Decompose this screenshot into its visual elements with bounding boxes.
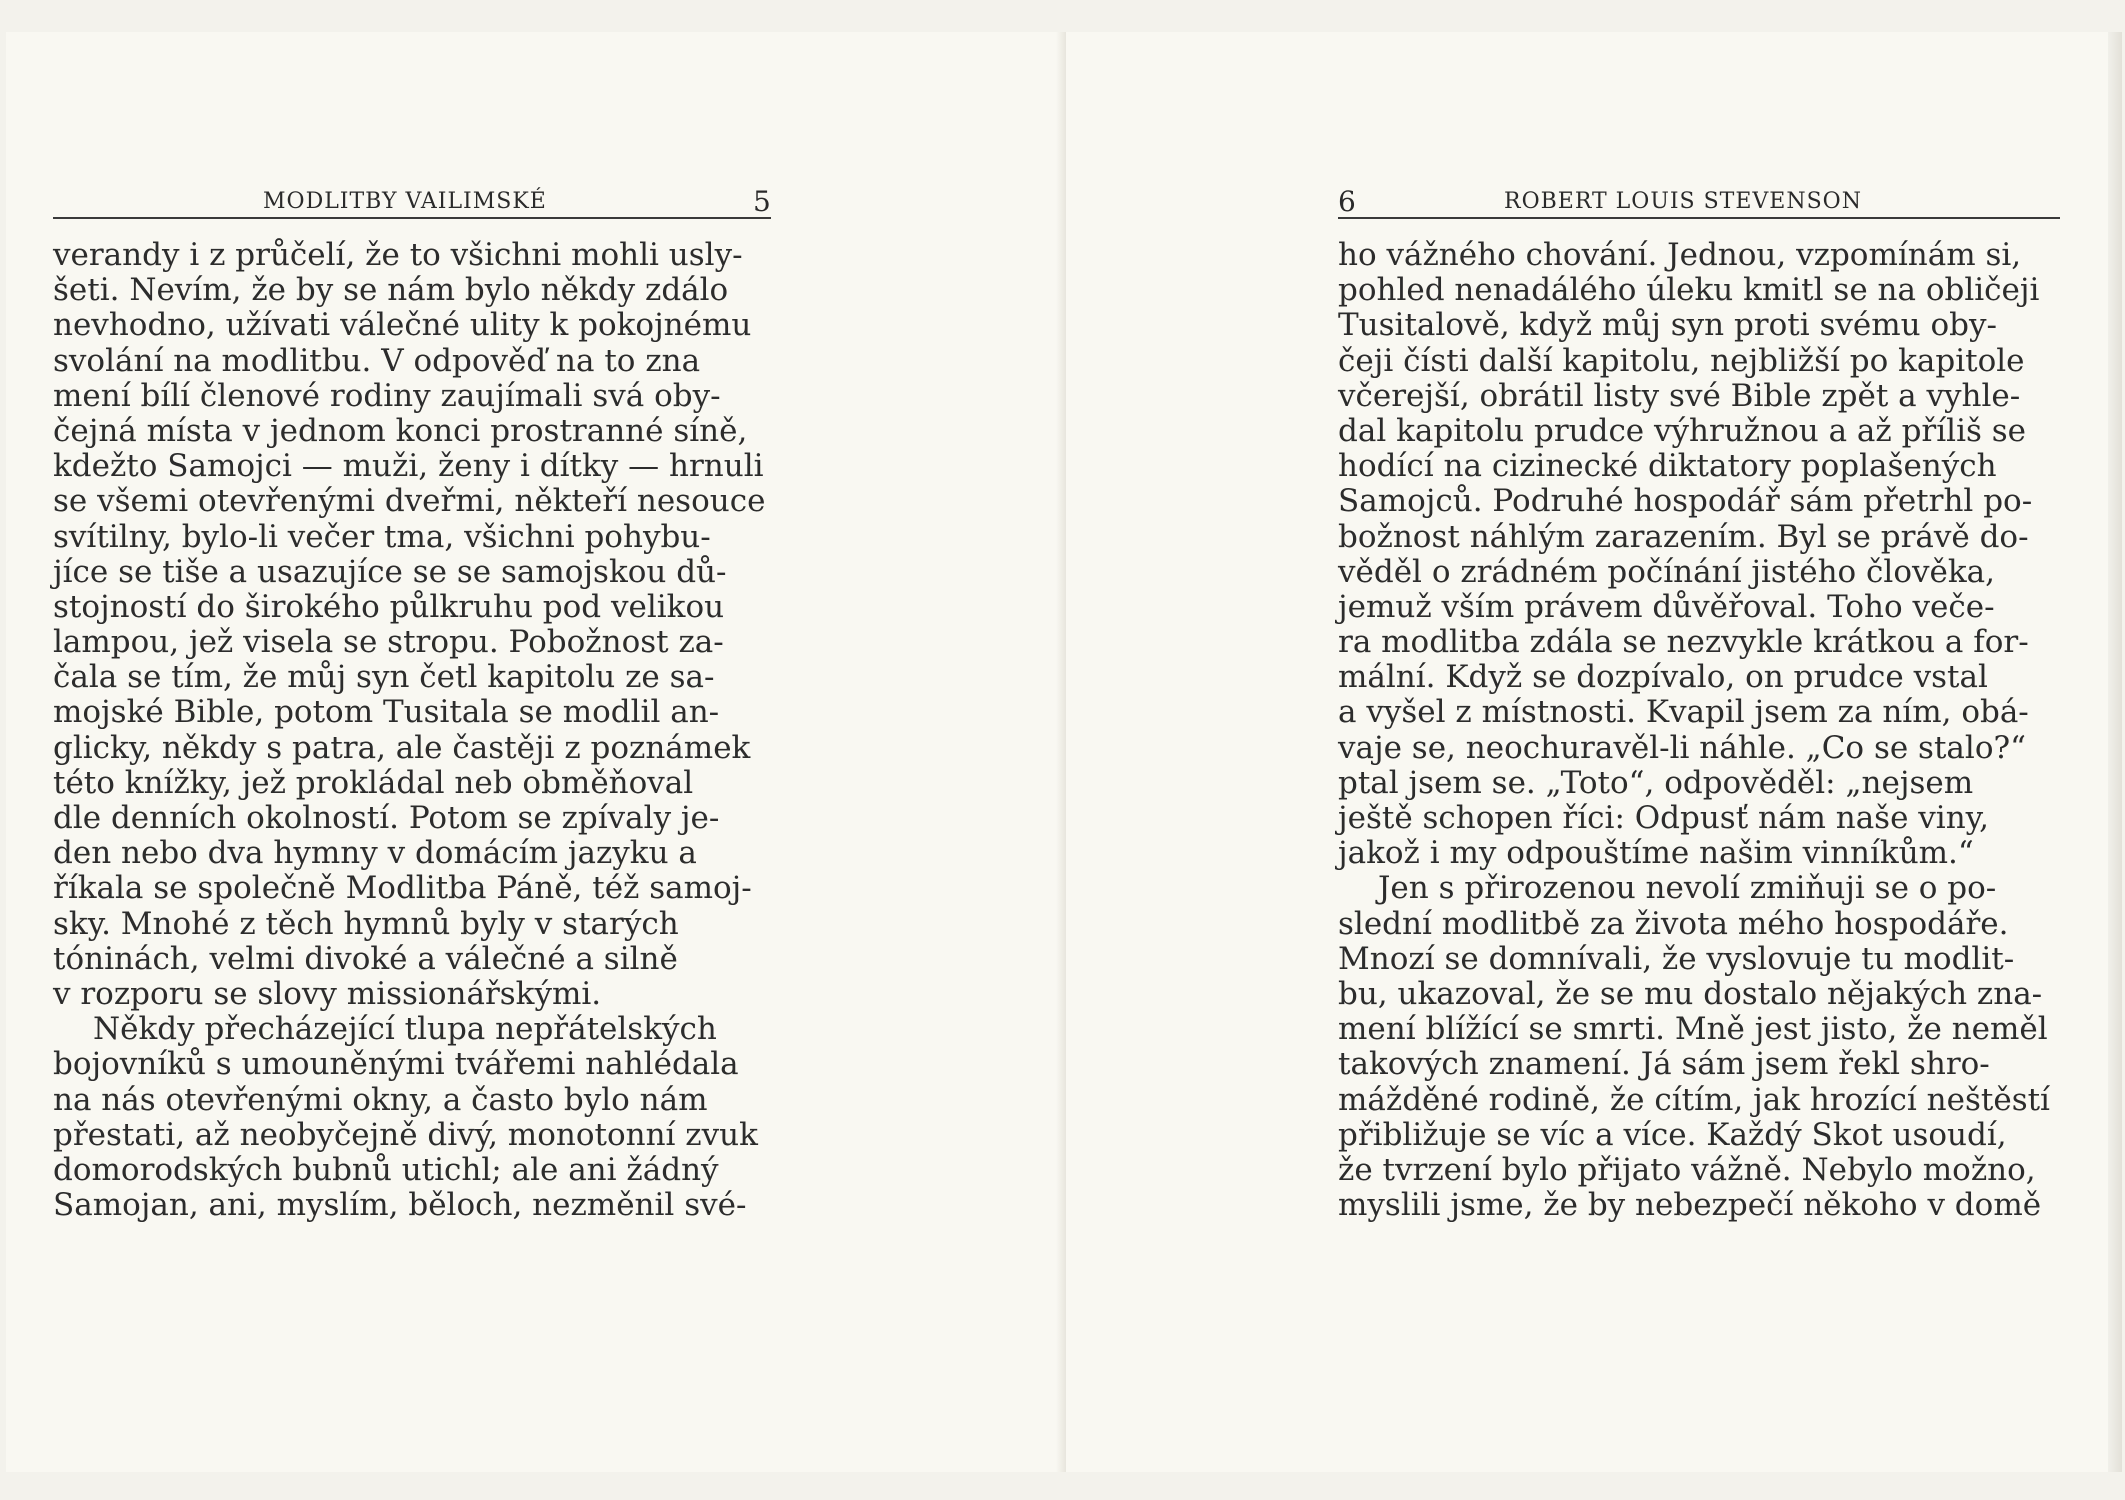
text-line: mální. Když se dozpívalo, on prudce vstal [1338,659,1988,696]
page-edge [2108,32,2122,1472]
text-line: jíce se tiše a usazujíce se se samojskou dů- [53,553,727,590]
text-line: bu, ukazoval, že se mu dostalo nějakých zna- [1338,975,2043,1012]
text-line: kdežto Samojci — muži, ženy i dítky — hrnuli [53,448,764,485]
left-page-number: 5 [753,185,772,218]
right-page-header [1338,187,2060,219]
text-line: čeji čísti další kapitolu, nejbližší po kapitole [1338,342,2025,379]
right-page-text [1338,238,2068,1223]
text-line: čala se tím, že můj syn četl kapitolu ze sa- [53,659,715,696]
text-line: přibližuje se víc a více. Každý Skot usoudí, [1338,1116,2007,1153]
text-line: šeti. Nevím, že by se nám bylo někdy zdálo [53,272,729,309]
text-line: ra modlitba zdála se nezvykle krátkou a for- [1338,624,2029,661]
text-line: dal kapitolu prudce výhružnou a až příliš se [1338,412,2026,449]
text-line: v rozporu se slovy missionářskými. [53,975,602,1012]
text-line: se všemi otevřenými dveřmi, někteří nesouce [53,483,766,520]
text-line: včerejší, obrátil listy své Bible zpět a vyhle- [1338,377,2021,414]
text-line: Mnozí se domnívali, že vyslovuje tu modlit- [1338,940,2015,977]
text-line: Tusitalově, když můj syn proti svému oby- [1338,307,1997,344]
text-line: čejná místa v jednom konci prostranné síně, [53,412,748,449]
text-line: že tvrzení bylo přijato vážně. Nebylo možno, [1338,1151,2036,1188]
text-line: Jen s přirozenou nevolí zmiňuji se o po- [1378,870,1997,907]
text-line: lampou, jež visela se stropu. Pobožnost za- [53,624,724,661]
text-line: jakož i my odpouštíme našim vinníkům.“ [1338,835,1974,872]
text-line: věděl o zrádném počínání jistého člověka, [1338,553,1995,590]
text-line: dle denních okolností. Potom se zpívaly je- [53,800,720,836]
text-line: Samojců. Podruhé hospodář sám přetrhl po- [1338,483,2033,520]
text-line: hodící na cizinecké diktatory poplašených [1338,448,1997,485]
right-page [1066,32,2116,1472]
text-line: této knížky, jež prokládal neb obměňoval [53,764,694,801]
text-line: stojností do širokého půlkruhu pod velikou [53,588,725,625]
text-line: Samojan, ani, myslím, běloch, nezměnil své- [53,1187,747,1224]
text-line: vaje se, neochuravěl-li náhle. „Co se stalo?“ [1338,729,2026,766]
text-line: slední modlitbě za života mého hospodáře. [1338,905,2009,942]
right-header-title: ROBERT LOUIS STEVENSON [1504,189,1862,214]
text-line: přestati, až neobyčejně divý, monotonní zvuk [53,1116,758,1153]
text-line: nevhodno, užívati válečné ulity k pokojnému [53,307,752,344]
text-line: mení bílí členové rodiny zaujímali svá oby- [53,377,721,414]
left-page-header [53,187,771,219]
left-page [6,32,1064,1472]
right-page-number: 6 [1338,185,1357,218]
text-line: glicky, někdy s patra, ale častěji z poznámek [53,729,751,766]
text-line: božnost náhlým zarazením. Byl se právě do- [1338,518,2029,555]
text-line: jemuž vším právem důvěřoval. Toho veče- [1338,588,1995,625]
text-line: na nás otevřenými okny, a často bylo nám [53,1081,708,1118]
left-page-text [53,238,773,1223]
text-line: bojovníků s umouněnými tvářemi nahlédala [53,1046,739,1083]
text-line: verandy i z průčelí, že to všichni mohli usly- [53,237,743,273]
text-line: den nebo dva hymny v domácím jazyku a [53,835,697,872]
text-line: takových znamení. Já sám jsem řekl shro- [1338,1046,1990,1083]
text-line: ještě schopen říci: Odpusť nám naše viny, [1338,800,1989,836]
text-line: myslili jsme, že by nebezpečí někoho v domě [1338,1187,2042,1224]
text-line: říkala se společně Modlitba Páně, též samoj- [53,870,752,907]
text-line: pohled nenadálého úleku kmitl se na obličeji [1338,272,2040,309]
text-line: ptal jsem se. „Toto“, odpověděl: „nejsem [1338,764,1974,801]
text-line: mení blížící se smrti. Mně jest jisto, že neměl [1338,1011,2048,1048]
text-line: svolání na modlitbu. V odpověď na to zna [53,342,701,379]
text-line: sky. Mnohé z těch hymnů byly v starých [53,905,679,942]
text-line: ho vážného chování. Jednou, vzpomínám si, [1338,237,2022,273]
text-line: mojské Bible, potom Tusitala se modlil an- [53,694,720,731]
text-line: mážděné rodině, že cítím, jak hrozící neštěstí [1338,1081,2050,1118]
text-line: svítilny, bylo-li večer tma, všichni pohybu- [53,518,711,555]
left-header-title: MODLITBY VAILIMSKÉ [263,189,547,214]
text-line: domorodských bubnů utichl; ale ani žádný [53,1151,719,1188]
text-line: a vyšel z místnosti. Kvapil jsem za ním, obá- [1338,694,2029,731]
text-line: tóninách, velmi divoké a válečné a silně [53,940,678,977]
text-line: Někdy přecházející tlupa nepřátelských [93,1011,717,1048]
